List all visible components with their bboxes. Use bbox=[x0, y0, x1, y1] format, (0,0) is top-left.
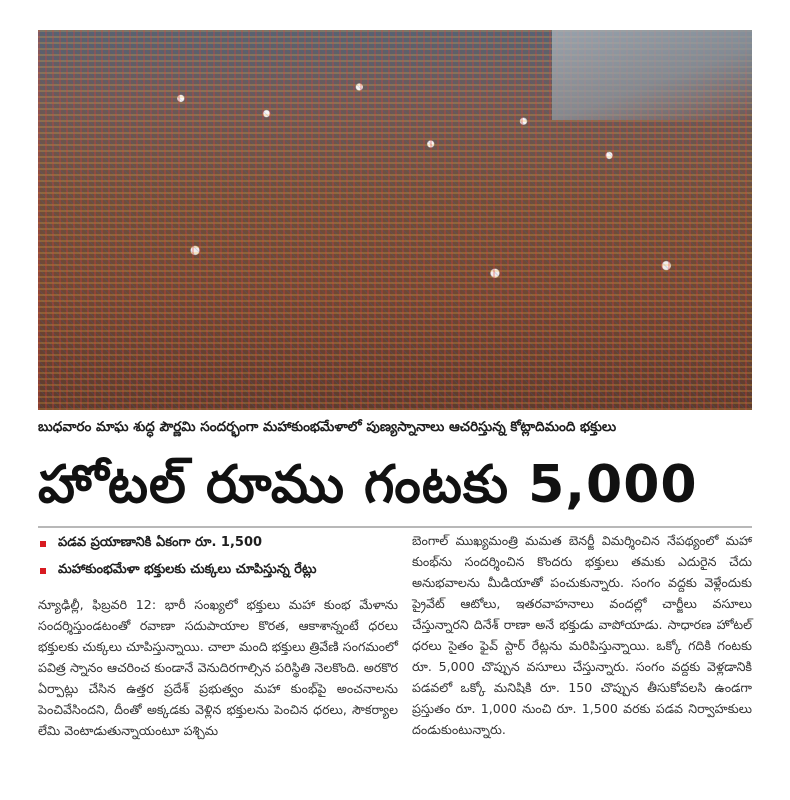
red-square-icon bbox=[40, 568, 46, 574]
article-body-left: న్యూఢిల్లీ, ఫిబ్రవరి 12: భారీ సంఖ్యలో భక్తులు మహా కుంభ మేళాను సందర్శిస్తుండటంతో రవాణా సదుపాయాల కొరత, ఆకాశాన్నంటే ధరలు భక్తులకు చుక్కలు చూపిస్తున్నాయి. చాలా మంది భక్తులు త్రివేణి సంగమంలో పవిత్ర స్నానం ఆచరించ కుండానే వెనుదిరగాల్సిన పరిస్థితి నెలకొంది. అరకొర ఏర్పాట్లు చేసిన ఉత్తర ప్రదేశ్ ప్రభుత్వం మహా కుంభ్‌పై అంచనాలను పెంచివేసిందని, దీంతో అక్కడకు వెళ్లిన భక్తులను పెంచిన ధరలు, సౌకర్యాల లేమి వెంటాడుతున్నాయంటూ పశ్చిమ bbox=[38, 597, 398, 738]
divider bbox=[38, 526, 752, 528]
article-column-right bbox=[412, 530, 752, 740]
subhead-bullet bbox=[38, 557, 398, 584]
subhead-text: పడవ ప్రయాణానికి ఏకంగా రూ. 1,500 bbox=[58, 534, 263, 550]
article-body-right: బెంగాల్ ముఖ్యమంత్రి మమత బెనర్జీ విమర్శించిన నేపథ్యంలో మహా కుంభ్‌ను సందర్శించిన కొందరు భక్తులు తమకు ఎదురైన చేదు అనుభవాలను మీడియాతో పంచుకున్నారు. సంగం వద్దకు వెళ్లేందుకు ప్రైవేట్ ఆటోలు, ఇతరవాహనాలు వందల్లో చార్జీలు వసూలు చేస్తున్నారని దినేశ్ రాణా అనే భక్తుడు వాపోయాడు. సాధారణ హోటల్ ధరలు సైతం ఫైవ్ స్టార్ రేట్లను మరిపిస్తున్నాయి. ఒక్కో గదికి గంటకు రూ. 5,000 చొప్పున వసూలు చేస్తున్నారు. సంగం వద్దకు వెళ్లడానికి పడవలో ఒక్కో మనిషికి రూ. 150 చొప్పున తీసుకోవలసి ఉండగా ప్రస్తుతం రూ. 1,000 నుంచి రూ. 1,500 వరకు పడవ నిర్వాహకులు దండుకుంటున్నారు. bbox=[412, 533, 752, 737]
subhead-text: మహాకుంభమేళా భక్తులకు చుక్కలు చూపిస్తున్న రేట్లు bbox=[58, 561, 317, 577]
photo-caption: బుధవారం మాఘ శుద్ధ పౌర్ణమి సందర్భంగా మహాకుంభమేళాలో పుణ్యస్నానాలు ఆచరిస్తున్న కోట్లాదిమంది భక్తులు bbox=[38, 419, 617, 435]
red-square-icon bbox=[40, 541, 46, 547]
article-column-left bbox=[38, 530, 398, 741]
crowd-photo bbox=[38, 30, 752, 410]
headline: హోటల్ రూము గంటకు 5,000 bbox=[38, 455, 698, 515]
subhead-bullet bbox=[38, 530, 398, 557]
